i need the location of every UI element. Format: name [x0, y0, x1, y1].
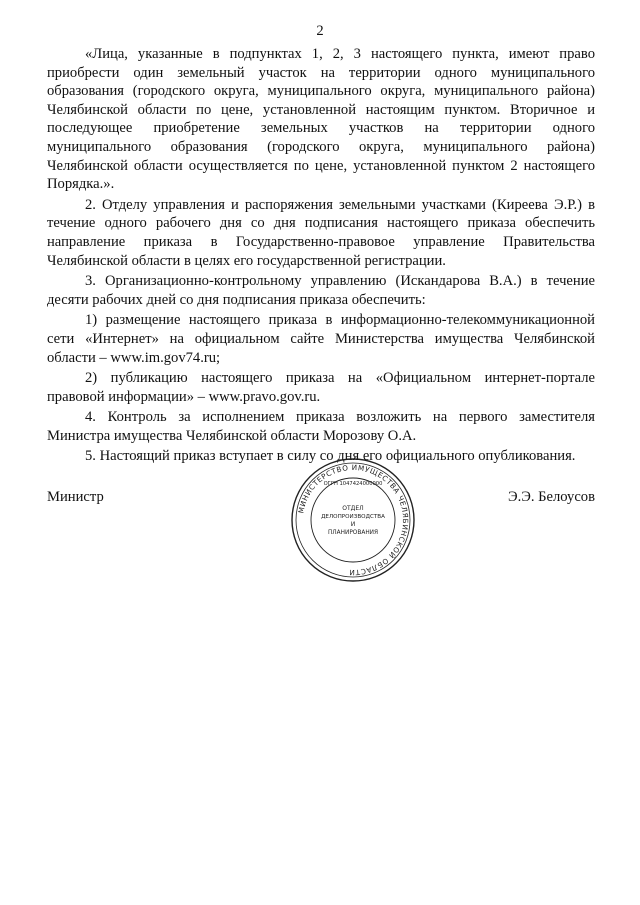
paragraph-quote: «Лица, указанные в подпунктах 1, 2, 3 настоящего пункта, имеют право приобрести один земельный участок на территории одного муниципального образования (городского округа, муниципального округа, муниципального района) Челябинской области по цене, установленной настоящим пунктом. Вторичное и последующее приобретение земельных участков на территории одного муниципального образования (городского округа, муниципального района) Челябинской области осуществляется по цене, установленной пунктом 2 настоящего Порядка.». — [47, 46, 595, 193]
document-body — [47, 45, 595, 468]
seal-center-line-3: И — [350, 521, 356, 528]
seal-center-line-4: ПЛАНИРОВАНИЯ — [327, 530, 379, 536]
paragraph-item-5: 5. Настоящий приказ вступает в силу со дня его официального опубликования. — [85, 448, 576, 465]
seal-center-line-1: ОТДЕЛ — [342, 505, 364, 512]
signatory-title: Министр — [47, 489, 104, 505]
paragraph-item-3: 3. Организационно-контрольному управлению (Искандарова В.А.) в течение десяти рабочих дней со дня подписания приказа обеспечить: — [47, 273, 595, 308]
official-seal-icon — [288, 455, 418, 585]
paragraph-subitem-2: 2) публикацию настоящего приказа на «Официальном интернет-портале правовой информации» – www.pravo.gov.ru. — [47, 370, 595, 405]
page-number: 2 — [316, 23, 324, 39]
signatory-name: Э.Э. Белоусов — [507, 489, 595, 505]
paragraph-subitem-1: 1) размещение настоящего приказа в информационно-телекоммуникационной сети «Интернет» на официальном сайте Министерства имущества Челябинской области – www.im.gov74.ru; — [47, 312, 595, 366]
seal-number: ОГРН 1047424000000 — [323, 481, 383, 487]
paragraph-item-4: 4. Контроль за исполнением приказа возложить на первого заместителя Министра имущества Челябинской области Морозову О.А. — [47, 409, 595, 444]
seal-outer-text: МИНИСТЕРСТВО ИМУЩЕСТВА ЧЕЛЯБИНСКОЙ ОБЛАСТИ — [296, 462, 411, 578]
seal-center-line-2: ДЕЛОПРОИЗВОДСТВА — [321, 514, 385, 520]
paragraph-item-2: 2. Отделу управления и распоряжения земельными участками (Киреева Э.Р.) в течение одного рабочего дня со дня подписания настоящего приказа обеспечить направление приказа в Государственно-правовое управление Правительства Челябинской области в целях его государственной регистрации. — [47, 196, 595, 269]
